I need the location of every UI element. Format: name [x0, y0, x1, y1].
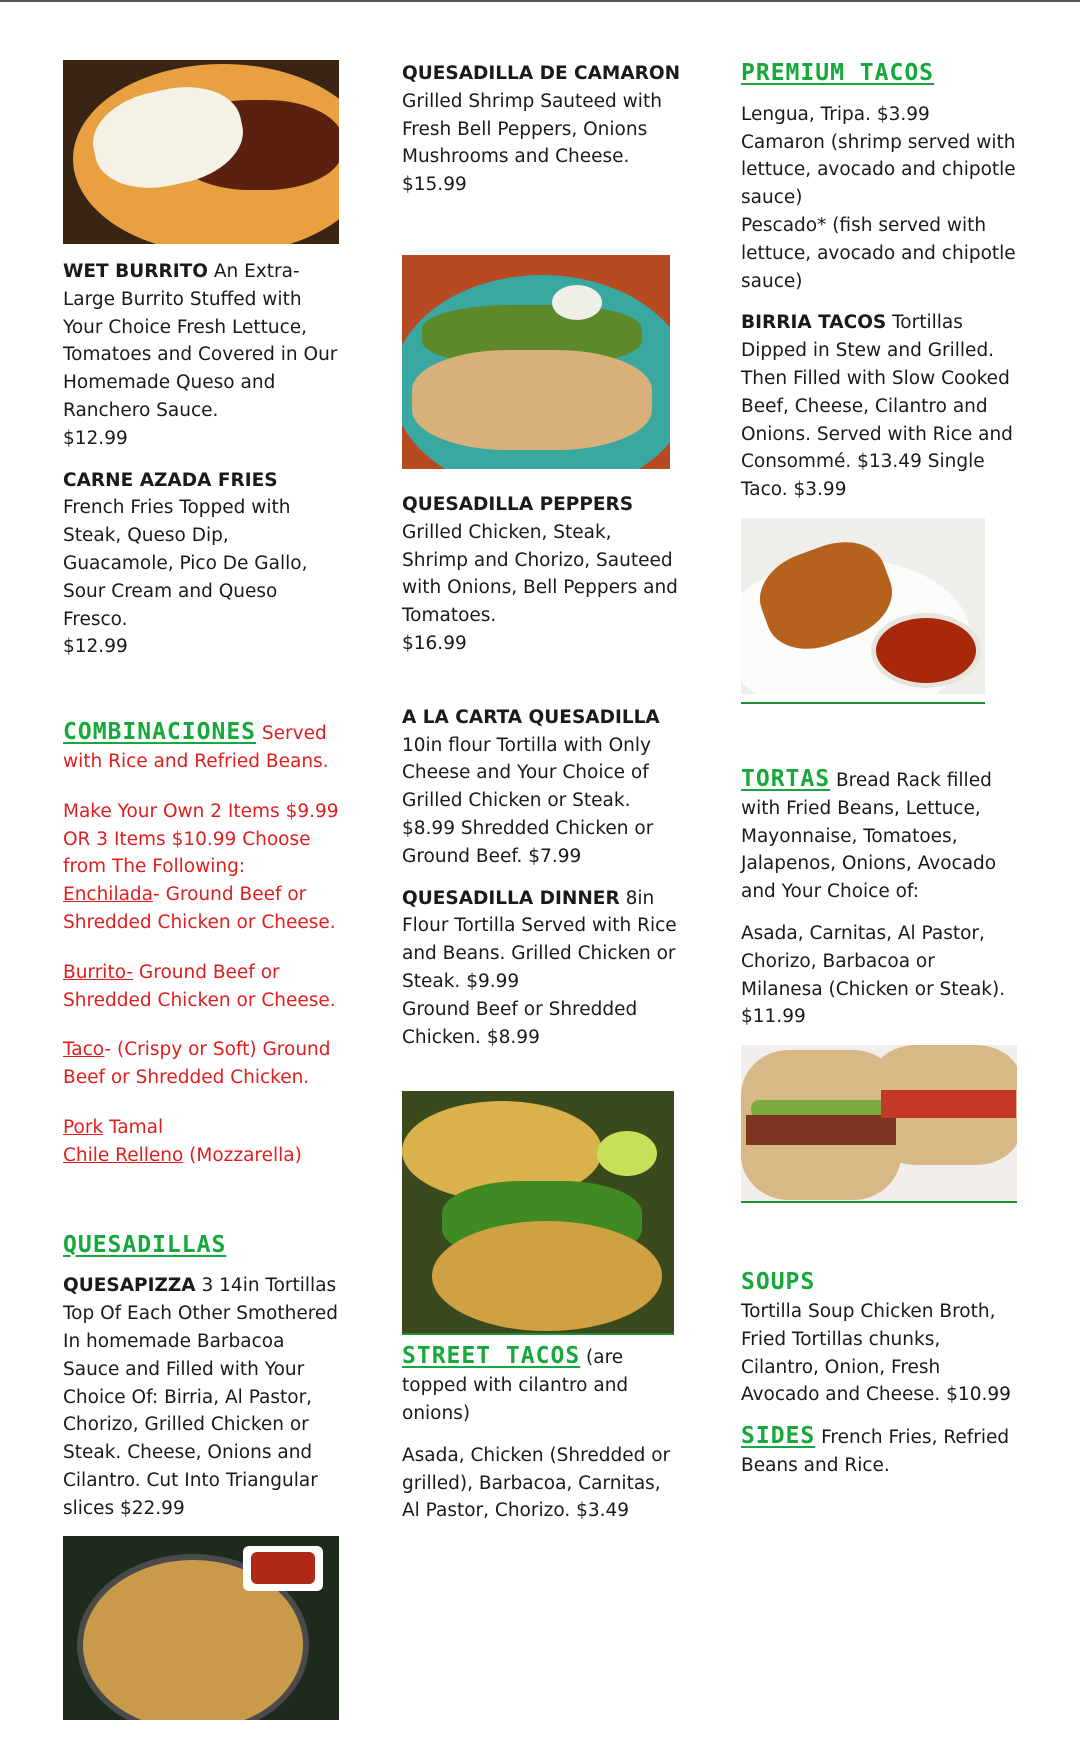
- soups-desc: Tortilla Soup Chicken Broth, Fried Tortillas chunks, Cilantro, Onion, Fresh Avocado and Cheese. $10.99: [741, 1300, 1011, 1406]
- combo-enchilada: [63, 881, 343, 937]
- combinaciones-section: [63, 719, 343, 776]
- item-name: WET BURRITO: [63, 261, 208, 282]
- premium-pescado: Pescado* (fish served with lettuce, avocado and chipotle sauce): [741, 214, 1016, 292]
- item-price: $12.99: [63, 636, 128, 658]
- item-price: $12.99: [63, 427, 128, 449]
- quesadilla-dinner-item: [402, 885, 682, 1052]
- combo-taco: [63, 1036, 343, 1092]
- sides-section: [741, 1423, 1021, 1480]
- sides-desc: French Fries, Refried Beans and Rice.: [741, 1427, 1010, 1476]
- quesadillas-heading-row: [63, 1232, 343, 1261]
- combo-name: Burrito-: [63, 961, 134, 983]
- item-desc: 3 14in Tortillas Top Of Each Other Smothered In homemade Barbacoa Sauce and Filled with Your Choice Of: Birria, Al Pastor, Chorizo, Grilled Chicken or Steak. Cheese, Onions and Cilantro. Cut Into Triangular slices $22.99: [63, 1275, 339, 1519]
- quesadilla-camaron-item: [402, 60, 682, 199]
- combinaciones-intro: Make Your Own 2 Items $9.99 OR 3 Items $10.99 Choose from The Following:: [63, 800, 339, 878]
- menu-column-3: [741, 60, 1021, 1494]
- item-name: BIRRIA TACOS: [741, 312, 887, 334]
- birria-tacos-item: [741, 309, 1021, 504]
- quesapizza-item: [63, 1272, 343, 1522]
- item-name: QUESADILLA DINNER: [402, 887, 620, 909]
- item-name: A LA CARTA QUESADILLA: [402, 706, 660, 728]
- item-price: $16.99: [402, 632, 467, 654]
- menu-column-2: [402, 60, 682, 1539]
- combinaciones-heading: COMBINACIONES: [63, 719, 257, 746]
- combo-desc: Ground Beef or Shredded Chicken or Cheese.: [63, 961, 336, 1011]
- wet-burrito-item: [63, 258, 343, 453]
- item-price: $15.99: [402, 174, 467, 196]
- item-name: QUESADILLA DE CAMARON: [402, 63, 681, 84]
- top-border: [0, 0, 1080, 2]
- sides-heading: SIDES: [741, 1423, 816, 1450]
- quesadilla-photo: [402, 255, 670, 469]
- a-la-carta-quesadilla-item: [402, 704, 682, 871]
- soups-heading: SOUPS: [741, 1269, 816, 1296]
- torta-photo: [741, 1045, 1017, 1203]
- street-tacos-list: Asada, Chicken (Shredded or grilled), Barbacoa, Carnitas, Al Pastor, Chorizo. $3.49: [402, 1444, 671, 1522]
- menu-column-1: [63, 60, 343, 1720]
- combo-desc: (Mozzarella): [183, 1144, 302, 1166]
- combo-name: Enchilada: [63, 884, 154, 906]
- item-name: QUESADILLA PEPPERS: [402, 493, 634, 515]
- birria-tacos-photo: [741, 518, 985, 694]
- item-name: QUESAPIZZA: [63, 1275, 196, 1297]
- combo-pork-tamal: [63, 1114, 343, 1142]
- carne-fries-item: [63, 467, 343, 662]
- street-tacos-heading: STREET TACOS: [402, 1343, 581, 1370]
- combo-chile-relleno: [63, 1142, 343, 1170]
- wet-burrito-photo: [63, 60, 339, 244]
- item-desc: Grilled Shrimp Sauteed with Fresh Bell Peppers, Onions Mushrooms and Cheese.: [402, 90, 662, 168]
- quesadillas-heading: QUESADILLAS: [63, 1231, 227, 1258]
- tortas-section: [741, 766, 1021, 906]
- combo-burrito: [63, 959, 343, 1015]
- item-desc: 8in Flour Tortilla Served with Rice and Beans. Grilled Chicken or Steak. $9.99: [402, 887, 677, 992]
- item-desc: An Extra-Large Burrito Stuffed with Your Choice Fresh Lettuce, Tomatoes and Covered in Our Homemade Queso and Ranchero Sauce.: [63, 261, 338, 421]
- premium-tacos-heading: PREMIUM TACOS: [741, 60, 935, 86]
- premium-camaron: Camaron (shrimp served with lettuce, avocado and chipotle sauce): [741, 131, 1016, 209]
- item-desc: 10in flour Tortilla with Only Cheese and Your Choice of Grilled Chicken or Steak. $8.99 Shredded Chicken or Ground Beef. $7.99: [402, 734, 654, 867]
- combo-desc: - (Crispy or Soft) Ground Beef or Shredded Chicken.: [63, 1039, 331, 1089]
- street-tacos-sub: (are topped with cilantro and onions): [402, 1347, 629, 1424]
- combo-desc: - Ground Beef or Shredded Chicken or Cheese.: [63, 884, 336, 933]
- street-tacos-section: [402, 1343, 682, 1427]
- quesapizza-photo: [63, 1536, 339, 1720]
- combo-name: Pork: [63, 1116, 104, 1138]
- combo-desc: Tamal: [103, 1116, 164, 1138]
- soups-heading-row: [741, 1269, 1021, 1298]
- premium-tacos-heading-row: [741, 60, 1021, 89]
- item-desc-2: Ground Beef or Shredded Chicken. $8.99: [402, 998, 638, 1048]
- tortas-desc: Bread Rack filled with Fried Beans, Lettuce, Mayonnaise, Tomatoes, Jalapenos, Onions, Avocado and Your Choice of:: [741, 769, 997, 903]
- item-name: CARNE AZADA FRIES: [63, 469, 278, 491]
- combo-name: Taco: [63, 1039, 105, 1061]
- premium-lengua: Lengua, Tripa. $3.99: [741, 103, 930, 125]
- item-desc: Tortillas Dipped in Stew and Grilled. Then Filled with Slow Cooked Beef, Cheese, Cilantro and Onions. Served with Rice and Consommé. $13.49 Single Taco. $3.99: [741, 312, 1013, 501]
- combo-name: Chile Relleno: [63, 1144, 184, 1166]
- item-desc: French Fries Topped with Steak, Queso Dip, Guacamole, Pico De Gallo, Sour Cream and Queso Fresco.: [63, 497, 308, 630]
- tortas-choices: Asada, Carnitas, Al Pastor, Chorizo, Barbacoa or Milanesa (Chicken or Steak). $11.99: [741, 922, 1006, 1028]
- item-desc: Grilled Chicken, Steak, Shrimp and Chorizo, Sauteed with Onions, Bell Peppers and Tomatoes.: [402, 521, 678, 627]
- quesadilla-peppers-item: [402, 491, 682, 658]
- tortas-heading: TORTAS: [741, 765, 831, 792]
- combinaciones-subtitle: Served with Rice and Refried Beans.: [63, 723, 329, 772]
- street-tacos-photo: [402, 1091, 674, 1335]
